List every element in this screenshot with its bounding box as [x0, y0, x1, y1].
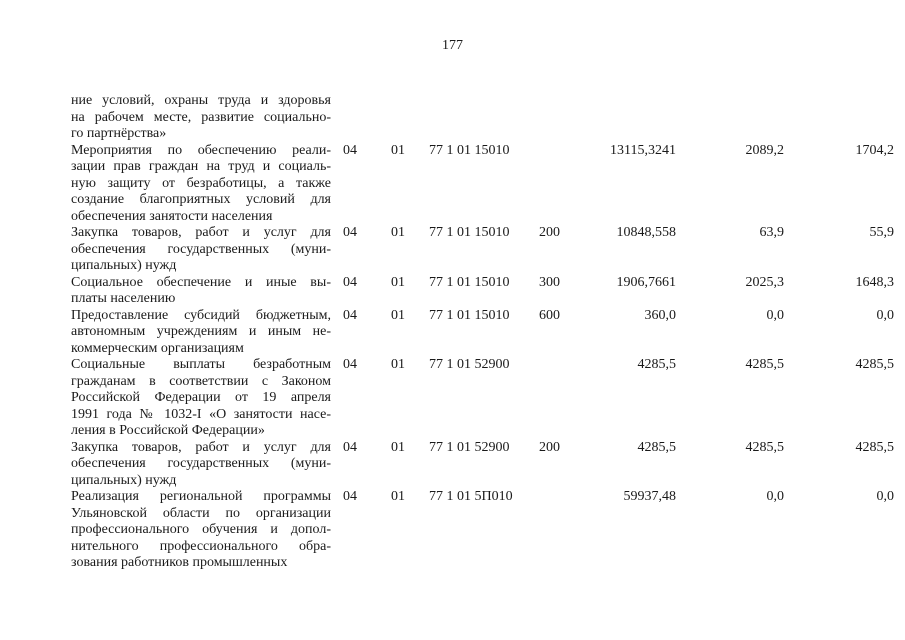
item-name-cell — [71, 225, 331, 275]
item-name-line: 1991 года № 1032-I «О занятости насе- — [71, 406, 331, 422]
subsection-code-cell: 01 — [391, 357, 405, 372]
expense-type-cell — [539, 93, 571, 143]
section-code-cell: 04 — [343, 142, 357, 158]
amount-year3-cell — [784, 93, 894, 143]
expense-type-cell: 200 — [539, 225, 560, 240]
item-name-line: ципальных) нужд — [71, 258, 177, 273]
item-name-line: обеспечения занятости населения — [71, 208, 273, 224]
amount-year1-cell: 4285,5 — [637, 357, 676, 372]
table-row — [71, 357, 894, 440]
amount-year2-cell: 4285,5 — [745, 439, 784, 455]
item-name-cell — [71, 308, 331, 358]
amount-year2-cell: 0,0 — [766, 489, 784, 504]
section-code-cell: 04 — [343, 307, 357, 323]
item-name-line: на рабочем месте, развитие социально- — [71, 109, 331, 125]
item-name-cell — [71, 357, 331, 440]
amount-year2-cell: 63,9 — [759, 225, 784, 240]
amount-year1-cell — [571, 93, 676, 143]
item-name-line: коммерческим организациям — [71, 340, 244, 356]
item-name-line: Мероприятия по обеспечению реали- — [71, 142, 331, 158]
item-name-line: гражданам в соответствии с Законом — [71, 373, 331, 389]
expense-type-cell — [539, 143, 571, 226]
item-name-cell — [71, 275, 331, 308]
expense-type-cell — [539, 489, 571, 572]
item-name-line: обеспечения государственных (муни- — [71, 456, 331, 471]
amount-year3-cell: 55,9 — [869, 225, 894, 240]
item-name-line: обеспечения государственных (муни- — [71, 241, 331, 257]
table-row — [71, 225, 894, 275]
table-row — [71, 275, 894, 308]
expense-type-cell — [539, 357, 571, 440]
amount-year2-cell: 0,0 — [766, 307, 784, 323]
amount-year3-cell: 4285,5 — [855, 439, 894, 455]
item-name-line: ления в Российской Федерации» — [71, 423, 265, 438]
amount-year1-cell: 4285,5 — [637, 439, 676, 455]
table-row — [71, 93, 894, 143]
item-name-cell — [71, 143, 331, 226]
target-article-cell: 77 1 01 15010 — [429, 225, 510, 240]
section-code-cell — [331, 93, 383, 143]
target-article-cell: 77 1 01 5П010 — [429, 489, 513, 504]
subsection-code-cell: 01 — [391, 439, 405, 455]
item-name-line: создание благоприятных условий для — [71, 192, 331, 207]
item-name-line: Российской Федерации от 19 апреля — [71, 390, 331, 405]
expense-type-cell: 200 — [539, 439, 560, 455]
amount-year1-cell: 360,0 — [644, 307, 676, 323]
subsection-code-cell: 01 — [391, 489, 405, 504]
item-name-cell — [71, 93, 331, 143]
target-article-cell: 77 1 01 15010 — [429, 307, 510, 323]
table-row — [71, 143, 894, 226]
item-name-line: Предоставление субсидий бюджетным, — [71, 307, 331, 323]
item-name-line: платы населению — [71, 291, 176, 306]
item-name-line: го партнёрства» — [71, 126, 167, 141]
item-name-line: зации прав граждан на труд и социаль- — [71, 159, 331, 174]
item-name-line: автономным учреждениям и иным не- — [71, 324, 331, 339]
section-code-cell: 04 — [343, 489, 357, 504]
item-name-line: зования работников промышленных — [71, 555, 288, 570]
amount-year2-cell — [676, 93, 784, 143]
budget-table-body — [71, 93, 894, 572]
amount-year2-cell: 2089,2 — [745, 142, 784, 158]
item-name-line: Социальное обеспечение и иные вы- — [71, 274, 331, 290]
amount-year3-cell: 1704,2 — [855, 142, 894, 158]
expense-type-cell: 600 — [539, 307, 560, 323]
amount-year3-cell: 1648,3 — [855, 274, 894, 290]
target-article-cell — [429, 93, 539, 143]
item-name-line: Закупка товаров, работ и услуг для — [71, 439, 331, 455]
item-name-line: нительного профессионального обра- — [71, 538, 331, 554]
subsection-code-cell — [383, 93, 429, 143]
item-name-line: ную защиту от безработицы, а также — [71, 175, 331, 191]
table-row — [71, 440, 894, 490]
item-name-cell — [71, 489, 331, 572]
item-name-line: профессионального обучения и допол- — [71, 522, 331, 537]
amount-year3-cell: 0,0 — [876, 307, 894, 323]
amount-year1-cell: 10848,558 — [616, 225, 676, 240]
expense-type-cell: 300 — [539, 274, 560, 290]
subsection-code-cell: 01 — [391, 142, 405, 158]
amount-year3-cell: 0,0 — [876, 489, 894, 504]
section-code-cell: 04 — [343, 225, 357, 240]
amount-year2-cell: 2025,3 — [745, 274, 784, 290]
item-name-line: ципальных) нужд — [71, 472, 177, 488]
amount-year3-cell: 4285,5 — [855, 357, 894, 372]
amount-year2-cell: 4285,5 — [745, 357, 784, 372]
budget-table — [71, 93, 894, 572]
item-name-line: Социальные выплаты безработным — [71, 357, 331, 372]
amount-year1-cell: 1906,7661 — [616, 274, 676, 290]
target-article-cell: 77 1 01 15010 — [429, 274, 510, 290]
subsection-code-cell: 01 — [391, 307, 405, 323]
item-name-line: Реализация региональной программы — [71, 489, 331, 504]
target-article-cell: 77 1 01 52900 — [429, 439, 510, 455]
item-name-cell — [71, 440, 331, 490]
page-number: 177 — [442, 38, 463, 53]
section-code-cell: 04 — [343, 439, 357, 455]
subsection-code-cell: 01 — [391, 225, 405, 240]
amount-year1-cell: 13115,3241 — [610, 142, 676, 158]
item-name-line: Закупка товаров, работ и услуг для — [71, 225, 331, 240]
section-code-cell: 04 — [343, 357, 357, 372]
item-name-line: Ульяновской области по организации — [71, 505, 331, 521]
target-article-cell: 77 1 01 52900 — [429, 357, 510, 372]
item-name-line: ние условий, охраны труда и здоровья — [71, 93, 331, 108]
amount-year1-cell: 59937,48 — [623, 489, 676, 504]
table-row — [71, 308, 894, 358]
subsection-code-cell: 01 — [391, 274, 405, 290]
target-article-cell: 77 1 01 15010 — [429, 142, 510, 158]
section-code-cell: 04 — [343, 274, 357, 290]
table-row — [71, 489, 894, 572]
